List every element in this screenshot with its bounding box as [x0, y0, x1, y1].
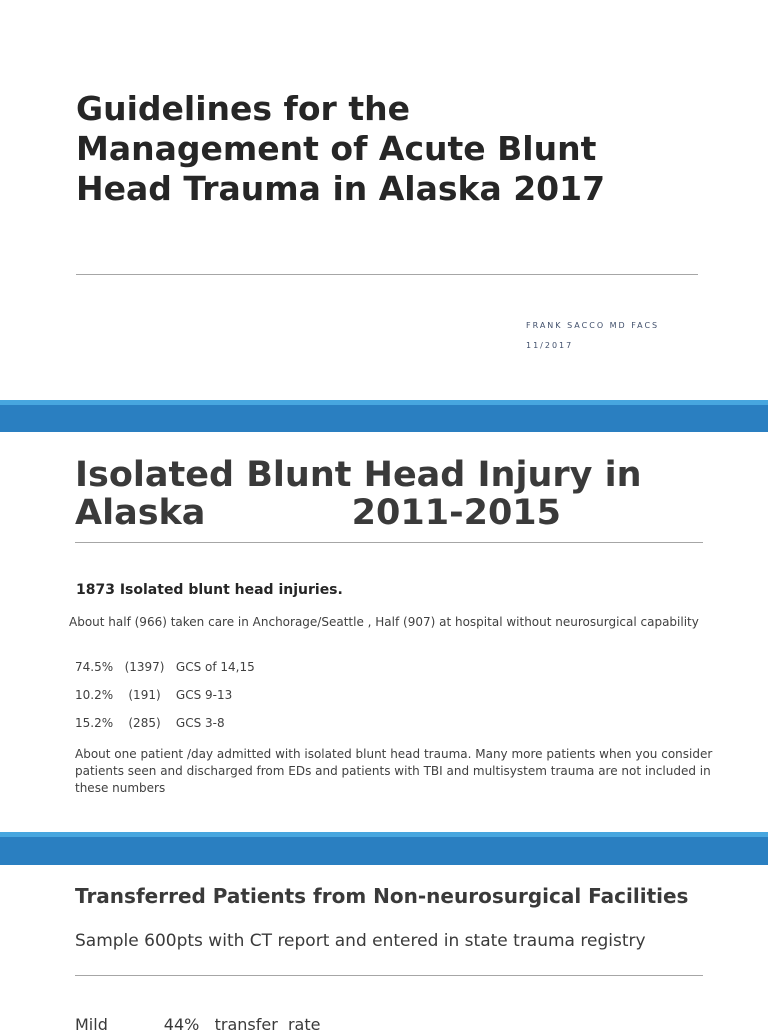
injury-count-lead: 1873 Isolated blunt head injuries. — [76, 582, 343, 598]
heading-divider — [75, 542, 703, 543]
transfer-rate-row: Mild 44% transfer rate — [75, 1015, 321, 1034]
separator-highlight — [0, 832, 768, 837]
gcs-stat-row: 15.2% (285) GCS 3-8 — [75, 716, 225, 730]
slide-separator — [0, 400, 768, 432]
separator-highlight — [0, 400, 768, 405]
care-location-paragraph: About half (966) taken care in Anchorage/Seattle , Half (907) at hospital without neurosurgical capability — [69, 615, 699, 629]
slide-isolated-injury — [0, 432, 768, 832]
presentation-date: 11/2017 — [526, 341, 574, 350]
author-name: FRANK SACCO MD FACS — [526, 321, 660, 330]
slide-heading: Isolated Blunt Head Injury in Alaska 2011-2015 — [75, 455, 642, 533]
admission-note: About one patient /day admitted with isolated blunt head trauma. Many more patients when you consider patients seen and discharged from EDs and patients with TBI and multisystem trauma are not included in these numbers — [75, 747, 713, 795]
slide-separator — [0, 832, 768, 865]
slide-transferred-patients — [0, 865, 768, 1034]
heading-divider — [75, 975, 703, 976]
gcs-stat-row: 74.5% (1397) GCS of 14,15 — [75, 660, 255, 674]
slide-subheading: Sample 600pts with CT report and entered in state trauma registry — [75, 931, 646, 951]
presentation-title: Guidelines for the Management of Acute Blunt Head Trauma in Alaska 2017 — [76, 89, 606, 208]
title-divider — [76, 274, 698, 275]
gcs-stat-row: 10.2% (191) GCS 9-13 — [75, 688, 233, 702]
slide-heading: Transferred Patients from Non-neurosurgical Facilities — [75, 884, 689, 908]
slide-title — [0, 0, 768, 400]
